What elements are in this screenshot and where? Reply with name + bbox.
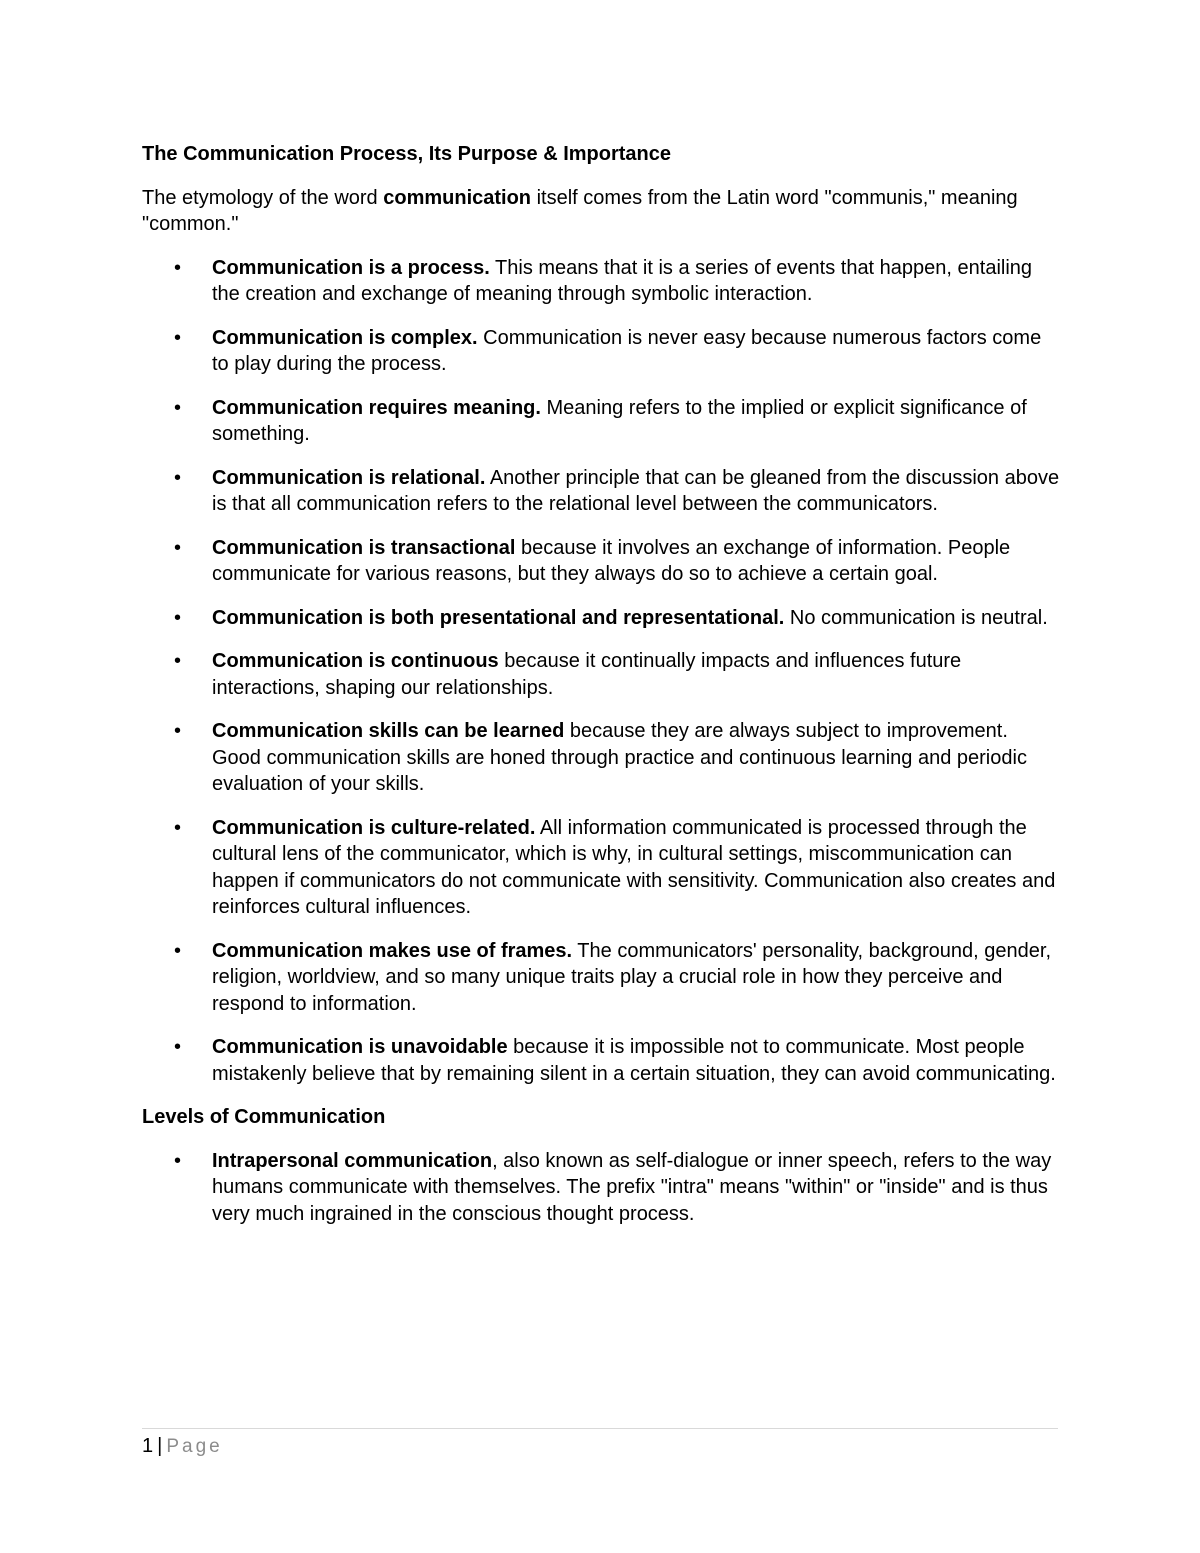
list-item — [142, 718, 1062, 798]
list-item-text: This means that it is a series of events that happen, entailing the creation and exchange of meaning through symbolic interaction. — [212, 256, 1033, 305]
section-heading-levels: Levels of Communication — [142, 1106, 386, 1128]
list-item-bold: Communication is complex. — [212, 326, 478, 349]
footer-page-label: Page — [166, 1436, 223, 1457]
bullet-icon: • — [174, 816, 182, 839]
bullet-icon: • — [174, 720, 182, 742]
list-item-text: Another principle that can be gleaned from the discussion above is that all communication refers to the relational level between the communicators. — [212, 466, 1060, 515]
list-item-text: , also known as self-dialogue or inner speech, refers to the way humans communicate with themselves. The prefix "intra" means "within" or "inside" and is thus very much ingrained in the conscious thought process. — [212, 1149, 1052, 1225]
list-item — [142, 1034, 1062, 1087]
list-item — [142, 938, 1062, 1018]
bullet-icon: • — [174, 650, 182, 672]
intro-paragraph — [142, 185, 1062, 238]
list-item-bold: Communication is a process. — [212, 256, 490, 279]
bullet-icon: • — [174, 1149, 182, 1172]
list-item-text: The communicators' personality, background, gender, religion, worldview, and so many unique traits play a crucial role in how they perceive and respond to information. — [212, 939, 1052, 1015]
list-item-bold: Communication is both presentational and representational. — [212, 606, 785, 629]
bullet-icon: • — [174, 396, 182, 419]
list-item — [142, 815, 1062, 921]
document-body — [142, 141, 1062, 1244]
list-item-text: Meaning refers to the implied or explicit significance of something. — [212, 396, 1027, 445]
list-item-bold: Communication skills can be learned — [212, 720, 565, 742]
bullet-icon: • — [174, 606, 182, 629]
list-item — [142, 255, 1062, 308]
list-item — [142, 535, 1062, 588]
list-item — [142, 465, 1062, 518]
list-item-text: because it is impossible not to communicate. Most people mistakenly believe that by remaining silent in a certain situation, they can avoid communicating. — [212, 1036, 1056, 1085]
levels-list — [142, 1148, 1062, 1228]
list-item — [142, 395, 1062, 448]
list-item — [142, 325, 1062, 378]
intro-text-after: itself comes from the Latin word "communis," meaning "common." — [142, 186, 1018, 235]
bullet-icon: • — [174, 1036, 182, 1058]
footer-divider — [142, 1428, 1058, 1429]
list-item-text: because it continually impacts and influences future interactions, shaping our relationships. — [212, 650, 962, 699]
list-item-bold: Communication is continuous — [212, 650, 499, 672]
principles-list — [142, 255, 1062, 1088]
page-number: 1 — [142, 1435, 154, 1457]
list-item — [142, 648, 1062, 701]
list-item-text: No communication is neutral. — [784, 606, 1048, 629]
page-footer — [142, 1434, 223, 1459]
list-item-bold: Communication requires meaning. — [212, 396, 541, 419]
section-heading-communication-process: The Communication Process, Its Purpose & Importance — [142, 143, 672, 165]
list-item-bold: Intrapersonal communication — [212, 1149, 493, 1172]
bullet-icon: • — [174, 256, 182, 279]
list-item-text: because they are always subject to improvement. Good communication skills are honed through practice and continuous learning and periodic evaluation of your skills. — [212, 720, 1027, 795]
list-item-bold: Communication is relational. — [212, 466, 486, 489]
list-item-text: because it involves an exchange of information. People communicate for various reasons, but they always do so to achieve a certain goal. — [212, 536, 1011, 585]
intro-text-before: The etymology of the word — [142, 186, 384, 209]
list-item-bold: Communication is unavoidable — [212, 1036, 508, 1058]
list-item — [142, 1148, 1062, 1228]
list-item — [142, 605, 1062, 632]
list-item-bold: Communication makes use of frames. — [212, 939, 573, 962]
bullet-icon: • — [174, 939, 182, 962]
list-item-text: Communication is never easy because numerous factors come to play during the process. — [212, 326, 1042, 375]
bullet-icon: • — [174, 326, 182, 349]
list-item-bold: Communication is transactional — [212, 536, 516, 559]
list-item-bold: Communication is culture-related. — [212, 816, 536, 839]
bullet-icon: • — [174, 466, 182, 489]
list-item-text: All information communicated is processed through the cultural lens of the communicator, which is why, in cultural settings, miscommunication can happen if communicators do not communicate with sensitivity. Communication also creates and reinforces cultural influences. — [212, 816, 1056, 918]
footer-separator: | — [157, 1435, 163, 1457]
intro-bold-term: communication — [383, 186, 532, 209]
bullet-icon: • — [174, 536, 182, 559]
